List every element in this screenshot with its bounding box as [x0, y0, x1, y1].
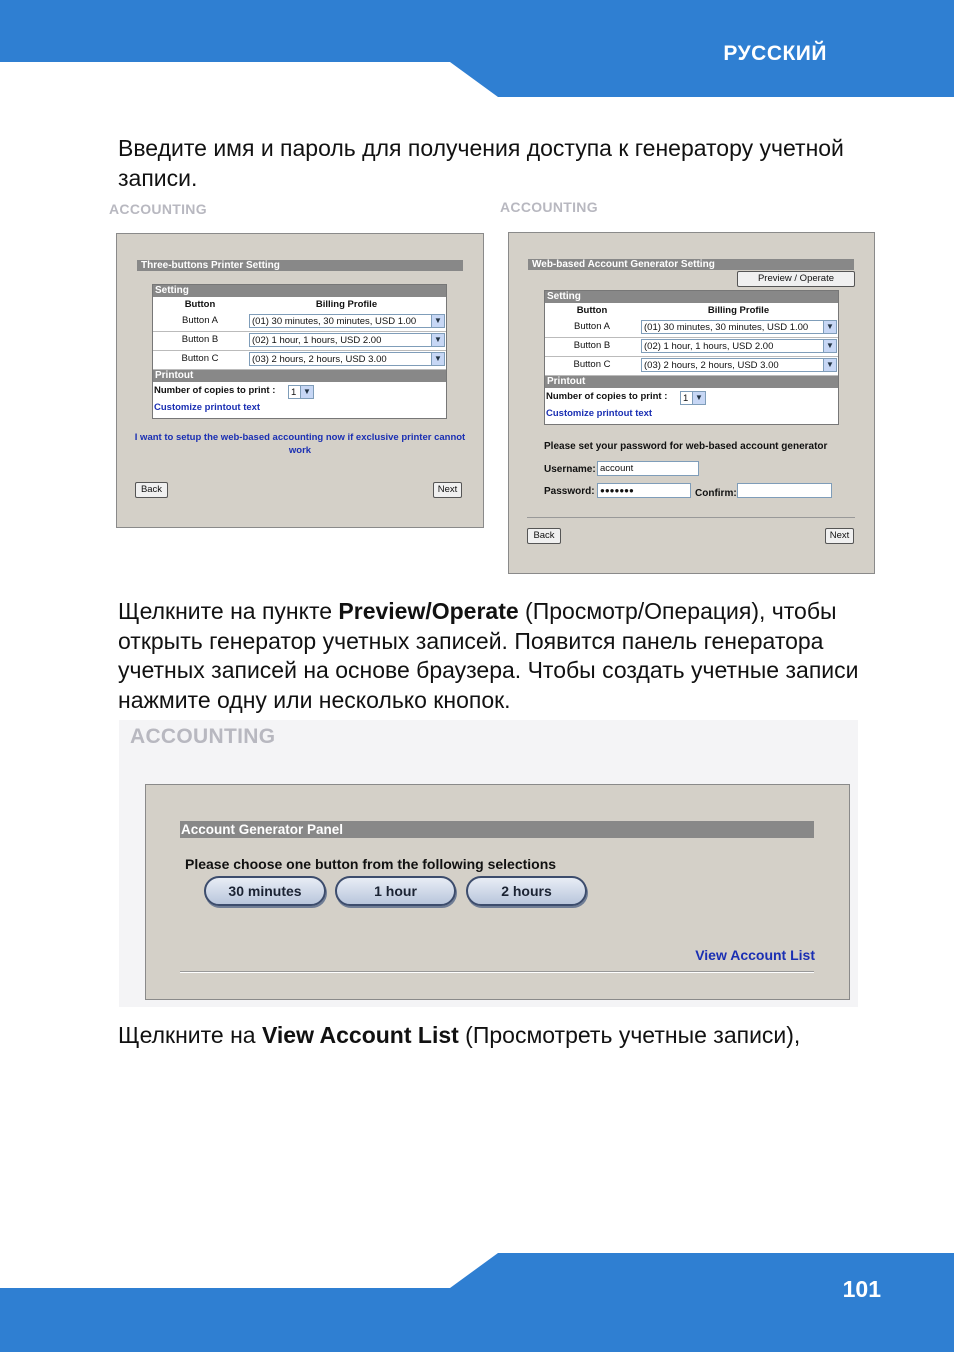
button-label: Button B — [573, 340, 611, 351]
next-button[interactable]: Next — [433, 482, 462, 498]
chevron-down-icon: ▼ — [823, 340, 836, 352]
copies-value: 1 — [683, 393, 689, 404]
chevron-down-icon: ▼ — [823, 321, 836, 333]
panel-title-bar: Account Generator Panel — [180, 821, 814, 838]
preview-operate-button[interactable]: Preview / Operate — [737, 271, 855, 287]
account-generator-screenshot — [119, 720, 858, 1007]
accounting-title: ACCOUNTING — [500, 199, 598, 215]
password-note: Please set your password for web-based account generator — [544, 441, 828, 452]
button-label: Button A — [182, 315, 218, 326]
table-row — [153, 312, 446, 332]
chevron-down-icon: ▼ — [431, 353, 444, 365]
text-span: (Просмотр/Операция), чтобы открыть генератор учетных записей. Появится панель генератора учетных записей на основе браузера. Чтобы создать учетные записи нажмите одну или несколько кнопок. — [118, 598, 859, 713]
generator-panel — [145, 784, 850, 1000]
intro-paragraph: Введите имя и пароль для получения доступа к генератору учетной записи. — [118, 135, 844, 191]
view-account-list-paragraph — [118, 1021, 888, 1051]
divider — [180, 971, 814, 973]
button-label: Button A — [574, 321, 610, 332]
table-row — [153, 331, 446, 351]
table-row — [545, 318, 838, 338]
preview-operate-paragraph — [118, 597, 888, 715]
chevron-down-icon: ▼ — [431, 315, 444, 327]
divider — [527, 517, 855, 518]
view-account-list-term: View Account List — [261, 1022, 459, 1048]
panel-title-bar: Three-buttons Printer Setting — [137, 260, 463, 271]
customize-printout-link[interactable]: Customize printout text — [546, 408, 653, 419]
table-row — [545, 337, 838, 357]
copies-label: Number of copies to print : — [154, 385, 276, 396]
customize-printout-link[interactable]: Customize printout text — [154, 402, 261, 413]
button-label: Button C — [181, 353, 219, 364]
button-2-hours[interactable]: 2 hours — [466, 876, 587, 906]
profile-value: (02) 1 hour, 1 hours, USD 2.00 — [644, 341, 774, 352]
col-button-header: Button — [576, 305, 608, 316]
text-span: Щелкните на пункте — [118, 598, 339, 624]
password-label: Password: — [544, 486, 595, 497]
language-label: РУССКИЙ — [723, 42, 827, 65]
page-footer-bar — [0, 1253, 954, 1352]
page-number: 101 — [842, 1276, 881, 1302]
button-1-hour[interactable]: 1 hour — [335, 876, 456, 906]
profile-value: (03) 2 hours, 2 hours, USD 3.00 — [252, 354, 387, 365]
button-label: Button B — [181, 334, 219, 345]
next-button[interactable]: Next — [825, 528, 854, 544]
profile-select[interactable] — [641, 320, 837, 334]
profile-select[interactable] — [249, 352, 445, 366]
col-button-header: Button — [184, 299, 216, 310]
username-label: Username: — [544, 464, 596, 475]
confirm-input[interactable] — [737, 483, 832, 498]
chevron-down-icon: ▼ — [823, 359, 836, 371]
button-label: Button C — [573, 359, 611, 370]
copies-value: 1 — [291, 387, 297, 398]
profile-value: (03) 2 hours, 2 hours, USD 3.00 — [644, 360, 779, 371]
setting-table — [152, 284, 447, 419]
back-button[interactable]: Back — [527, 528, 561, 544]
printout-header: Printout — [545, 376, 838, 388]
profile-select[interactable] — [249, 333, 445, 347]
profile-value: (02) 1 hour, 1 hours, USD 2.00 — [252, 335, 382, 346]
chevron-down-icon: ▼ — [300, 386, 313, 398]
password-input[interactable]: ●●●●●●● — [597, 483, 691, 498]
view-account-list-link[interactable]: View Account List — [695, 947, 815, 963]
back-button[interactable]: Back — [135, 482, 168, 498]
copies-select[interactable] — [288, 385, 314, 399]
setting-table — [544, 290, 839, 425]
table-row — [153, 350, 446, 370]
accounting-title: ACCOUNTING — [130, 725, 276, 748]
profile-select[interactable] — [249, 314, 445, 328]
settings-panel — [116, 233, 484, 528]
setting-header: Setting — [153, 285, 446, 297]
col-profile-header: Billing Profile — [315, 299, 378, 310]
profile-select[interactable] — [641, 339, 837, 353]
settings-panel — [508, 232, 875, 574]
profile-value: (01) 30 minutes, 30 minutes, USD 1.00 — [252, 316, 417, 327]
web-account-setting-screenshot — [497, 196, 879, 576]
text-span: Щелкните на — [118, 1022, 262, 1048]
chevron-down-icon: ▼ — [431, 334, 444, 346]
button-30-minutes[interactable]: 30 minutes — [204, 876, 326, 906]
web-based-setup-link[interactable]: I want to setup the web-based accounting now if exclusive printer cannot work — [134, 432, 466, 456]
username-input[interactable]: account — [597, 461, 699, 476]
confirm-label: Confirm: — [695, 488, 737, 499]
printer-setting-screenshot — [107, 198, 487, 533]
copies-select[interactable] — [680, 391, 706, 405]
printout-header: Printout — [153, 370, 446, 382]
profile-select[interactable] — [641, 358, 837, 372]
setting-header: Setting — [545, 291, 838, 303]
col-profile-header: Billing Profile — [707, 305, 770, 316]
preview-operate-term: Preview/Operate — [338, 598, 519, 624]
profile-value: (01) 30 minutes, 30 minutes, USD 1.00 — [644, 322, 809, 333]
accounting-title: ACCOUNTING — [109, 201, 207, 217]
copies-label: Number of copies to print : — [546, 391, 668, 402]
table-row — [545, 356, 838, 376]
chevron-down-icon: ▼ — [692, 392, 705, 404]
panel-title-bar: Web-based Account Generator Setting — [528, 259, 854, 270]
text-span: (Просмотреть учетные записи), — [458, 1022, 801, 1048]
selection-prompt: Please choose one button from the following selections — [185, 856, 557, 872]
